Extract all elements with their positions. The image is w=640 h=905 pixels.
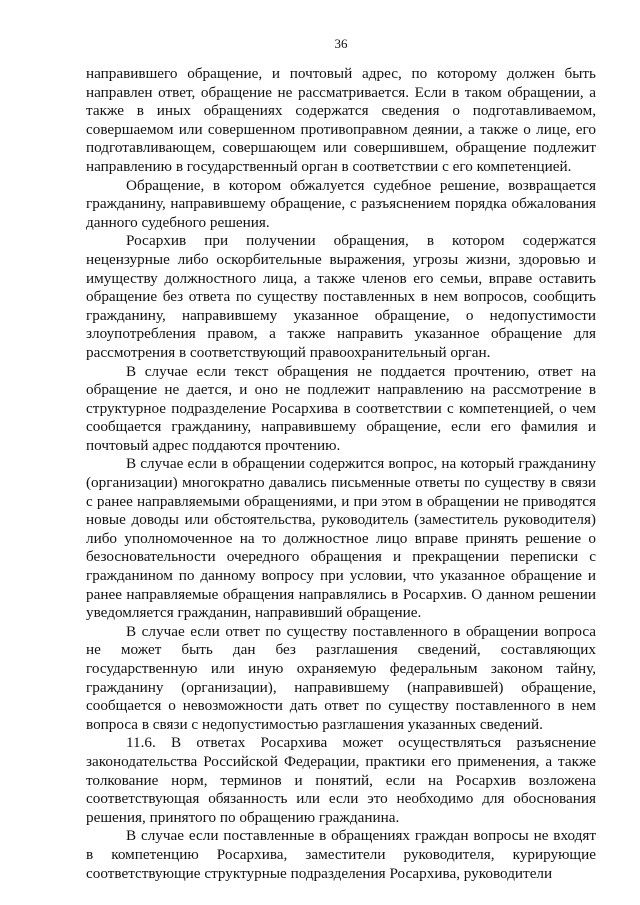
document-body (86, 65, 596, 883)
paragraph-1: направившего обращение, и почтовый адрес, по которому должен быть направлен ответ, обращение не рассматривается. Если в таком обращении, а также в иных обращениях содержатся сведения о подготавливаемом, совершаемом или совершенном противоправном деянии, а также о лице, его подготавливающем, совершающем или совершившем, обращение подлежит направлению в государственный орган в соответствии с его компетенцией. (86, 65, 596, 175)
paragraph-2: Обращение, в котором обжалуется судебное решение, возвращается гражданину, направившему обращение, с разъяснением порядка обжалования данного судебного решения. (86, 176, 596, 231)
paragraph-3: Росархив при получении обращения, в котором содержатся нецензурные либо оскорбительные выражения, угрозы жизни, здоровью и имуществу должностного лица, а также членов его семьи, вправе оставить обращение без ответа по существу поставленных в нем вопросов, сообщить гражданину, направившему указанное обращение, о недопустимости злоупотребления правом, а также направить указанное обращение для рассмотрения в соответствующий правоохранительный орган. (86, 232, 596, 361)
paragraph-4: В случае если текст обращения не поддается прочтению, ответ на обращение не дается, и оно не подлежит направлению на рассмотрение в структурное подразделение Росархива в соответствии с компетенцией, о чем сообщается гражданину, направившему обращение, если его фамилия и почтовый адрес поддаются прочтению. (86, 362, 596, 454)
paragraph-5: В случае если в обращении содержится вопрос, на который гражданину (организации) многократно давались письменные ответы по существу в связи с ранее направляемыми обращениями, и при этом в обращении не приводятся новые доводы или обстоятельства, руководитель (заместитель руководителя) либо уполномоченное на то должностное лицо вправе принять решение о безосновательности очередного обращения и прекращении переписки с гражданином по данному вопросу при условии, что указанное обращение и ранее направляемые обращения направлялись в Росархив. О данном решении уведомляется гражданин, направивший обращение. (86, 455, 596, 622)
paragraph-7: 11.6. В ответах Росархива может осуществляться разъяснение законодательства Российской Федерации, практики его применения, а также толкование норм, терминов и понятий, если на Росархив возложена соответствующая обязанность или если это необходимо для обоснования решения, принятого по обращению гражданина. (86, 734, 596, 826)
paragraph-8: В случае если поставленные в обращениях граждан вопросы не входят в компетенцию Росархива, заместители руководителя, курирующие соответствующие структурные подразделения Росархива, руководители (86, 827, 596, 882)
paragraph-6: В случае если ответ по существу поставленного в обращении вопроса не может быть дан без разглашения сведений, составляющих государственную или иную охраняемую федеральным законом тайну, гражданину (организации), направившему (направившей) обращение, сообщается о невозможности дать ответ по существу поставленного в нем вопроса в связи с недопустимостью разглашения указанных сведений. (86, 622, 596, 733)
page-number: 36 (334, 36, 348, 51)
